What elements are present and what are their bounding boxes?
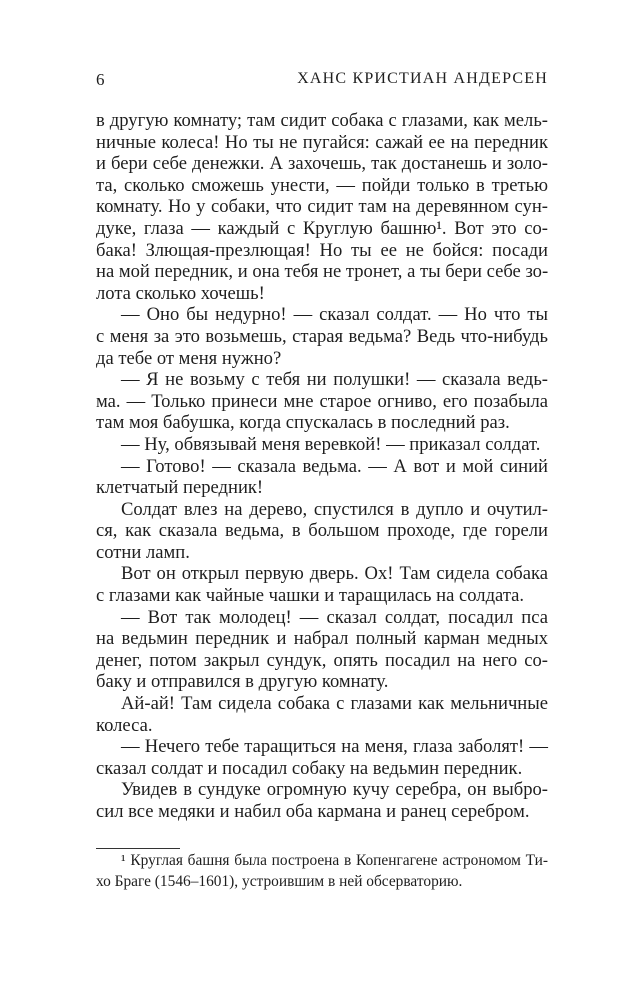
- running-title: ХАНС КРИСТИАН АНДЕРСЕН: [297, 70, 548, 87]
- text-line: в другую комнату; там сидит собака с глазами, как мель-: [96, 110, 548, 131]
- text-line: ся, как сказала ведьма, в большом проходе, где горели: [96, 520, 548, 542]
- text-line: ма. — Только принеси мне старое огниво, его позабыла: [96, 390, 548, 412]
- text-line: — Ну, обвязывай меня веревкой! — приказал солдат.: [121, 433, 541, 455]
- text-line: баку и отправился в другую комнату.: [96, 671, 389, 693]
- text-line: и бери себе денежки. А захочешь, так достанешь и золо-: [96, 153, 548, 175]
- text-line: с меня за это возьмешь, старая ведьма? Ведь что-нибудь: [96, 325, 548, 347]
- text-line: бака! Злющая-презлющая! Но ты ее не бойся: посади: [96, 239, 548, 261]
- text-line: денег, потом закрыл сундук, опять посадил на него со-: [96, 649, 548, 671]
- text-line: Солдат влез на дерево, спустился в дупло и очутил-: [121, 498, 548, 520]
- running-header: [96, 70, 548, 94]
- text-line: комнату. Но у собаки, что сидит там на деревянном сун-: [96, 196, 548, 218]
- text-line: клетчатый передник!: [96, 477, 264, 499]
- text-line: на ведьмин передник и набрал полный карман медных: [96, 628, 548, 650]
- text-line: — Я не возьму с тебя ни полушки! — сказала ведь-: [121, 369, 548, 391]
- text-line: сотни ламп.: [96, 541, 190, 563]
- text-line: — Нечего тебе таращиться на меня, глаза заболят! —: [121, 736, 548, 758]
- text-line: — Оно бы недурно! — сказал солдат. — Но что ты: [121, 304, 548, 326]
- text-line: дуке, глаза — каждый с Круглую башню¹. Вот это со-: [96, 217, 548, 239]
- footnote-rule: [96, 848, 180, 849]
- footnote: [96, 850, 548, 892]
- text-line: колеса.: [96, 714, 153, 736]
- text-line: Ай-ай! Там сидела собака с глазами как мельничные: [121, 693, 548, 715]
- text-line: на мой передник, и она тебя не тронет, а ты бери себе зо-: [96, 261, 549, 283]
- text-line: Вот он открыл первую дверь. Ох! Там сидела собака: [121, 563, 548, 585]
- text-line: да тебе от меня нужно?: [96, 347, 282, 369]
- text-line: с глазами как чайные чашки и таращилась на солдата.: [96, 585, 525, 607]
- text-line: там моя бабушка, когда спускалась в последний раз.: [96, 412, 510, 434]
- text-line: ¹ Круглая башня была построена в Копенгагене астрономом Ти-: [121, 852, 548, 869]
- text-line: Увидев в сундуке огромную кучу серебра, он выбро-: [121, 779, 548, 801]
- page-number: 6: [96, 70, 105, 89]
- text-line: та, сколько сможешь унести, — пойди только в третью: [96, 174, 548, 196]
- body-text: [96, 110, 548, 823]
- text-line: — Вот так молодец! — сказал солдат, посадил пса: [121, 606, 548, 628]
- text-line: сил все медяки и набил оба кармана и ранец серебром.: [96, 801, 530, 822]
- text-line: ничные колеса! Но ты не пугайся: сажай ее на передник: [96, 131, 548, 153]
- text-line: лота сколько хочешь!: [96, 282, 265, 304]
- text-line: хо Браге (1546–1601), устроившим в ней обсерваторию.: [96, 873, 463, 890]
- text-line: — Готово! — сказала ведьма. — А вот и мой синий: [121, 455, 548, 477]
- text-line: сказал солдат и посадил собаку на ведьмин передник.: [96, 757, 523, 779]
